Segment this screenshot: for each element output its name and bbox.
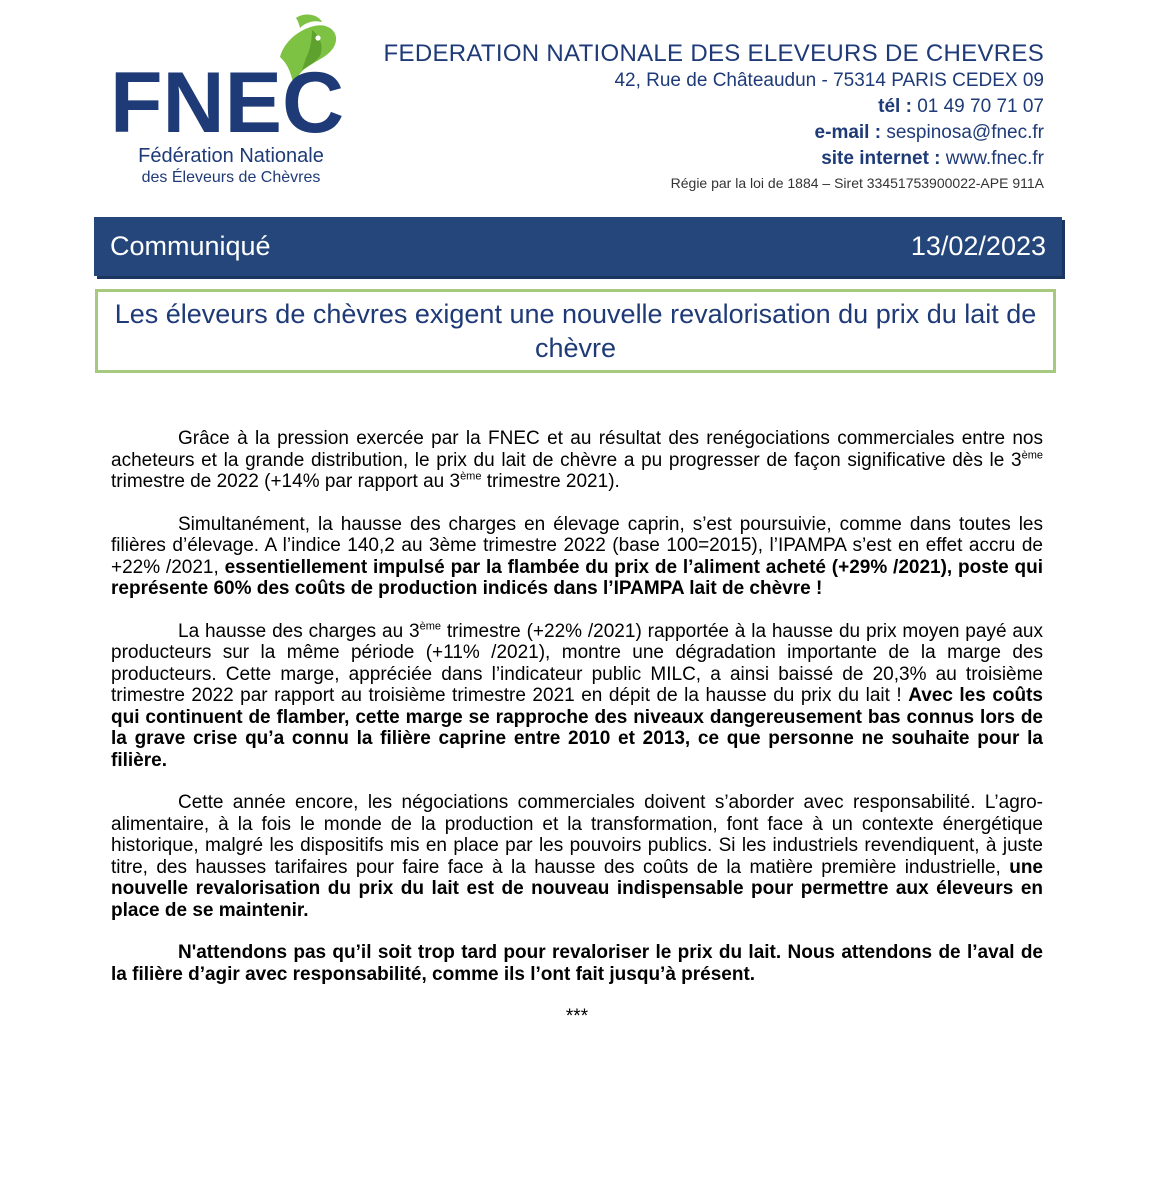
address: 42, Rue de Châteaudun - 75314 PARIS CEDEX 09	[614, 70, 1044, 91]
org-name: FEDERATION NATIONALE DES ELEVEURS DE CHEVRES	[383, 40, 1044, 67]
communique-banner	[94, 217, 1062, 276]
p3-sup: ème	[419, 620, 441, 633]
email	[384, 120, 1044, 146]
p3-part-a: La hausse des charges au 3	[178, 620, 420, 642]
paragraph-4	[111, 792, 1043, 921]
banner-date: 13/02/2023	[910, 231, 1046, 261]
logo-subtitle-2: des Éleveurs de Chèvres	[141, 169, 321, 186]
website-value[interactable]: www.fnec.fr	[945, 148, 1044, 169]
phone-value: 01 49 70 71 07	[917, 96, 1044, 117]
end-separator: ***	[565, 1006, 589, 1027]
website	[384, 146, 1044, 172]
p5-bold: N'attendons pas qu’il soit trop tard pour revaloriser le prix du lait. Nous attendons de l’aval de la filière d’agir avec responsabilité, comme ils l’ont fait jusqu’à présent.	[111, 942, 1043, 985]
p2-bold: essentiellement impulsé par la flambée du prix de l’aliment acheté (+29% /2021), poste qui représente 60% des coûts de production indicés dans l’IPAMPA lait de chèvre !	[111, 556, 1043, 599]
paragraph-1	[111, 428, 1043, 493]
p4-bold: une nouvelle revalorisation du prix du lait est de nouveau indispensable pour permettre aux éleveurs en place de se maintenir.	[111, 856, 1043, 921]
p1-part-c: trimestre 2021).	[481, 471, 620, 492]
logo-wordmark: FNEC	[110, 55, 345, 142]
p2-normal: Simultanément, la hausse des charges en élevage caprin, s’est poursuivie, comme dans toutes les filières d’élevage. A l’indice 140,2 au 3ème trimestre 2022 (base 100=2015), l’IPAMPA s’est en effet accru de +22% /2021,	[111, 513, 1043, 578]
p1-part-b: trimestre de 2022 (+14% par rapport au 3	[111, 471, 461, 492]
legal-notice: Régie par la loi de 1884 – Siret 33451753900022-APE 911A	[670, 175, 1044, 191]
goat-logo-icon	[108, 12, 348, 142]
logo-subtitle-1: Fédération Nationale	[138, 145, 324, 167]
email-label: e-mail :	[814, 122, 882, 143]
paragraph-3	[111, 621, 1043, 772]
fnec-logo	[108, 12, 348, 187]
phone-label: tél :	[878, 96, 912, 117]
press-release-title: Les éleveurs de chèvres exigent une nouvelle revalorisation du prix du lait de chèvre	[114, 299, 1037, 363]
banner-label: Communiqué	[110, 231, 271, 261]
p4-normal: Cette année encore, les négociations commerciales doivent s’aborder avec responsabilité. L’agro-alimentaire, à la fois le monde de la production et la transformation, font face à un contexte énergétique historique, malgré les dispositifs mis en place par les pouvoirs publics. Si les industriels revendiquent, à juste titre, des hausses tarifaires pour faire face à la hausse des coûts de la matière première industrielle,	[111, 792, 1043, 878]
p1-part-a: Grâce à la pression exercée par la FNEC et au résultat des renégociations commerciales entre nos acheteurs et la grande distribution, le prix du lait de chèvre a pu progresser de façon significative dès le 3	[111, 428, 1043, 471]
p1-sup-1: ème	[1021, 449, 1043, 462]
p1-sup-2: ème	[460, 470, 482, 483]
letterhead-contact	[384, 40, 1044, 194]
email-value[interactable]: sespinosa@fnec.fr	[886, 122, 1044, 143]
p3-part-b: trimestre (+22% /2021) rapportée à la hausse du prix moyen payé aux producteurs sur la même période (+11% /2021), montre une dégradation importante de la marge des producteurs. Cette marge, appréciée dans l’indicateur public MILC, a ainsi baissé de 20,3% au troisième trimestre 2022 par rapport au troisième trimestre 2021 en dépit de la hausse du prix du lait !	[111, 620, 1043, 706]
paragraph-2	[111, 514, 1043, 600]
phone	[384, 94, 1044, 120]
title-box	[95, 289, 1056, 373]
website-label: site internet :	[821, 148, 941, 169]
press-release-body	[111, 428, 1043, 1028]
p3-bold: Avec les coûts qui continuent de flamber, cette marge se rapproche des niveaux dangereusement bas connus lors de la grave crise qu’a connu la filière caprine entre 2010 et 2013, ce que personne ne souhaite pour la filière.	[111, 685, 1043, 771]
paragraph-5	[111, 942, 1043, 985]
